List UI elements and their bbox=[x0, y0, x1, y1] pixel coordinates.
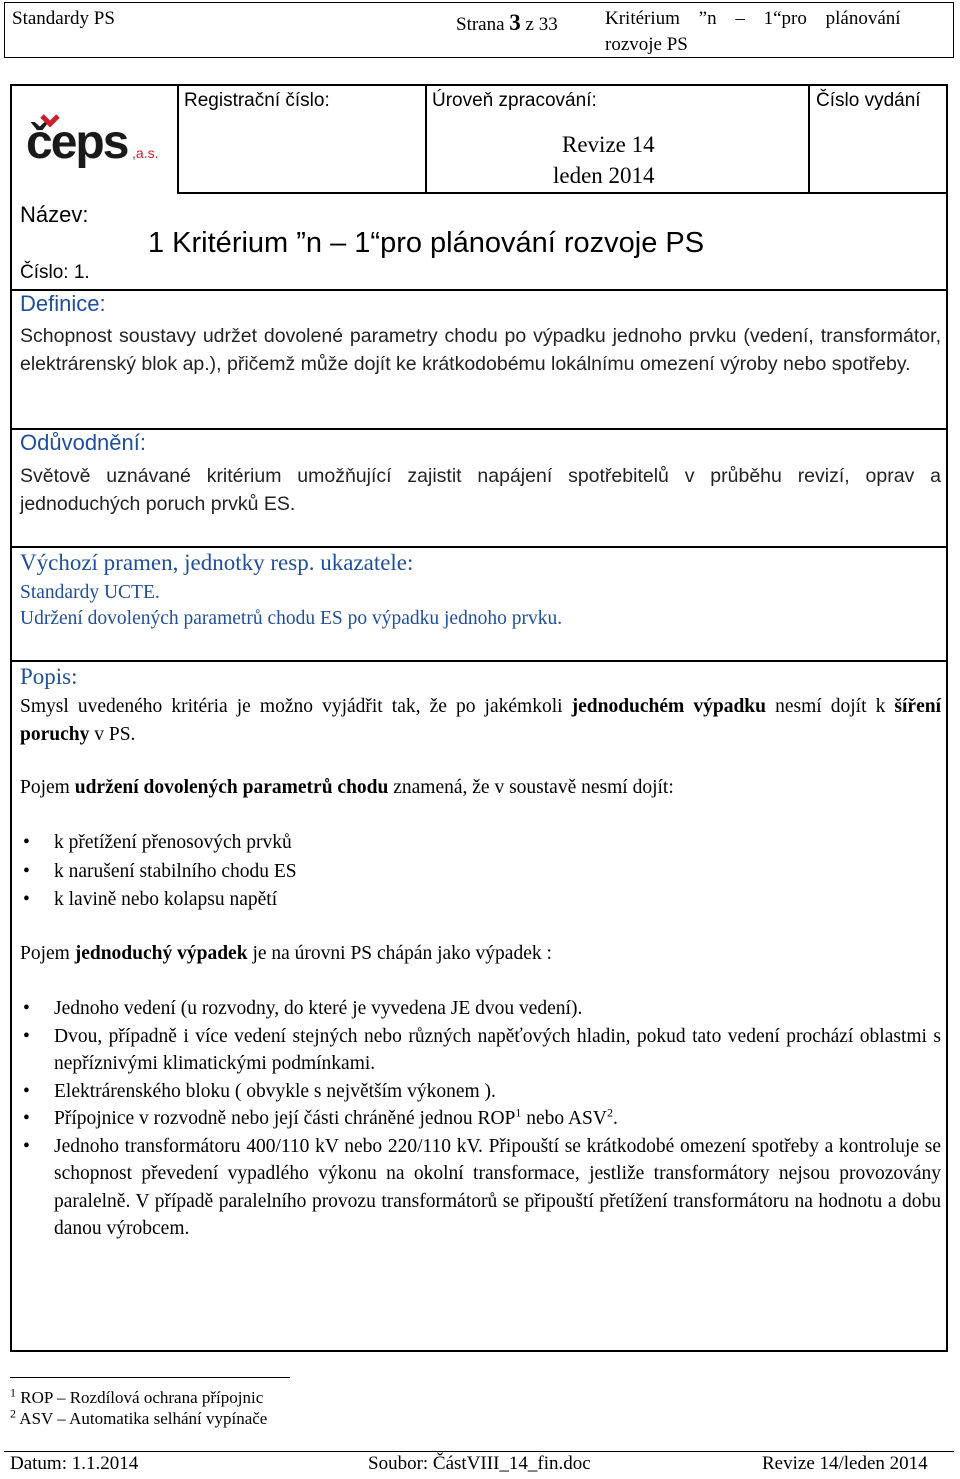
footnote-number: 2 bbox=[10, 1406, 16, 1421]
header-right-line2: rozvoje PS bbox=[605, 34, 688, 55]
text-run: Smysl uvedeného kritéria je možno vyjádřit tak, že po jakémkoli bbox=[20, 696, 572, 717]
date-value: leden 2014 bbox=[553, 163, 655, 188]
footnote-ref: 1 bbox=[515, 1105, 522, 1120]
logo-suffix: ,a.s. bbox=[132, 145, 159, 161]
text-run: Pojem bbox=[20, 777, 75, 798]
registration-label: Registrační číslo: bbox=[184, 90, 330, 111]
definition-heading: Definice: bbox=[20, 291, 106, 316]
violation-list bbox=[20, 829, 941, 915]
text-run-bold: šíření poruchy bbox=[20, 696, 941, 745]
text-run: Pojem bbox=[20, 943, 75, 964]
list-item bbox=[20, 1105, 941, 1133]
description-paragraph-1 bbox=[20, 693, 941, 748]
text-run: Přípojnice v rozvodně nebo její části chráněné jednou ROP bbox=[54, 1108, 516, 1129]
text-run-bold: udržení dovolených parametrů chodu bbox=[74, 777, 389, 798]
text-run: nesmí dojít k bbox=[766, 696, 895, 717]
footnote-ref: 2 bbox=[606, 1105, 613, 1120]
text-run: . bbox=[612, 1108, 618, 1129]
header-right-line1: Kritérium ”n – 1“pro plánování bbox=[605, 8, 901, 29]
page-suffix: z 33 bbox=[520, 14, 558, 35]
text-run: nebo ASV bbox=[521, 1108, 607, 1129]
divider bbox=[425, 85, 427, 193]
footnote-separator bbox=[10, 1377, 290, 1378]
header-left: Standardy PS bbox=[12, 8, 115, 29]
text-run: v PS. bbox=[89, 723, 136, 745]
divider bbox=[177, 85, 179, 193]
footer-file: Soubor: ČástVIII_14_fin.doc bbox=[368, 1453, 591, 1474]
source-heading: Výchozí pramen, jednotky resp. ukazatele: bbox=[20, 550, 414, 575]
divider bbox=[11, 289, 947, 291]
description-paragraph-3 bbox=[20, 940, 941, 968]
text-run-bold: jednoduchý výpadek bbox=[74, 943, 248, 964]
definition-text: Schopnost soustavy udržet dovolené parametry chodu po výpadku jednoho prvku (vedení, transformátor, elektrárenský blok ap.), přičemž může dojít ke krátkodobému lokálnímu omezení výroby nebo spotřeby. bbox=[20, 325, 941, 375]
description-heading: Popis: bbox=[20, 664, 78, 689]
document-title: 1 Kritérium ”n – 1“pro plánování rozvoje PS bbox=[148, 227, 705, 259]
ceps-logo bbox=[24, 112, 164, 168]
name-label: Název: bbox=[20, 202, 89, 227]
footer-separator bbox=[4, 1451, 954, 1452]
divider bbox=[808, 85, 810, 193]
list-item: • Elektrárenského bloku ( obvykle s největším výkonem ). bbox=[20, 1078, 941, 1106]
text-run: je na úrovni PS chápán jako výpadek : bbox=[247, 943, 552, 964]
footer-revision: Revize 14/leden 2014 bbox=[762, 1453, 928, 1474]
revision-value: Revize 14 bbox=[562, 132, 655, 157]
footnote-text: ROP – Rozdílová ochrana přípojnic bbox=[16, 1388, 264, 1407]
text-run: znamená, že v soustavě nesmí dojít: bbox=[388, 777, 674, 798]
divider bbox=[11, 546, 947, 548]
list-item: • Jednoho vedení (u rozvodny, do které je vyvedena JE dvou vedení). bbox=[20, 995, 941, 1023]
description-paragraph-2 bbox=[20, 774, 941, 802]
footnote-text: ASV – Automatika selhání vypínače bbox=[16, 1409, 268, 1428]
divider bbox=[11, 660, 947, 662]
list-item: • k přetížení přenosových prvků bbox=[20, 829, 941, 858]
level-label: Úroveň zpracování: bbox=[432, 90, 597, 111]
footnote-1 bbox=[10, 1385, 264, 1408]
list-item: • k narušení stabilního chodu ES bbox=[20, 858, 941, 887]
source-line1: Standardy UCTE. bbox=[20, 582, 160, 603]
divider bbox=[177, 192, 947, 194]
list-item: • k lavině nebo kolapsu napětí bbox=[20, 886, 941, 915]
issue-label: Číslo vydání bbox=[816, 90, 921, 111]
justification-heading: Odůvodnění: bbox=[20, 430, 146, 455]
ceps-logo-graphic bbox=[24, 112, 164, 168]
source-line2: Udržení dovolených parametrů chodu ES po výpadku jednoho prvku. bbox=[20, 608, 563, 629]
divider bbox=[11, 428, 947, 430]
justification-text: Světově uznávané kritérium umožňující zajistit napájení spotřebitelů v průběhu revizí, oprav a jednoduchých poruch prvků ES. bbox=[20, 465, 941, 515]
footnote-2 bbox=[10, 1406, 268, 1429]
logo-brand: čeps bbox=[26, 116, 128, 168]
number-label: Číslo: 1. bbox=[20, 262, 90, 283]
list-item: • Jednoho transformátoru 400/110 kV nebo 220/110 kV. Připouští se krátkodobé omezení spotřeby a kontroluje se schopnost převedení vypadlého výkonu na okolní transformace, jestliže transformátory nejsou provozovány paralelně. V případě paralelního provozu transformátorů se připouští přetížení transformátoru na hodnotu a dobu danou výrobcem. bbox=[20, 1133, 941, 1243]
text-run-bold: jednoduchém výpadku bbox=[571, 696, 766, 717]
page-current: 3 bbox=[509, 10, 521, 35]
list-item: • Dvou, případně i více vedení stejných nebo různých napěťových hladin, pokud tato vedení prochází oblastmi s nepříznivými klimatickými podmínkami. bbox=[20, 1023, 941, 1078]
page-number bbox=[456, 10, 558, 36]
outage-list bbox=[20, 995, 941, 1243]
page-prefix: Strana bbox=[456, 14, 510, 35]
footnote-number: 1 bbox=[10, 1385, 16, 1400]
footer-date: Datum: 1.1.2014 bbox=[10, 1453, 139, 1474]
